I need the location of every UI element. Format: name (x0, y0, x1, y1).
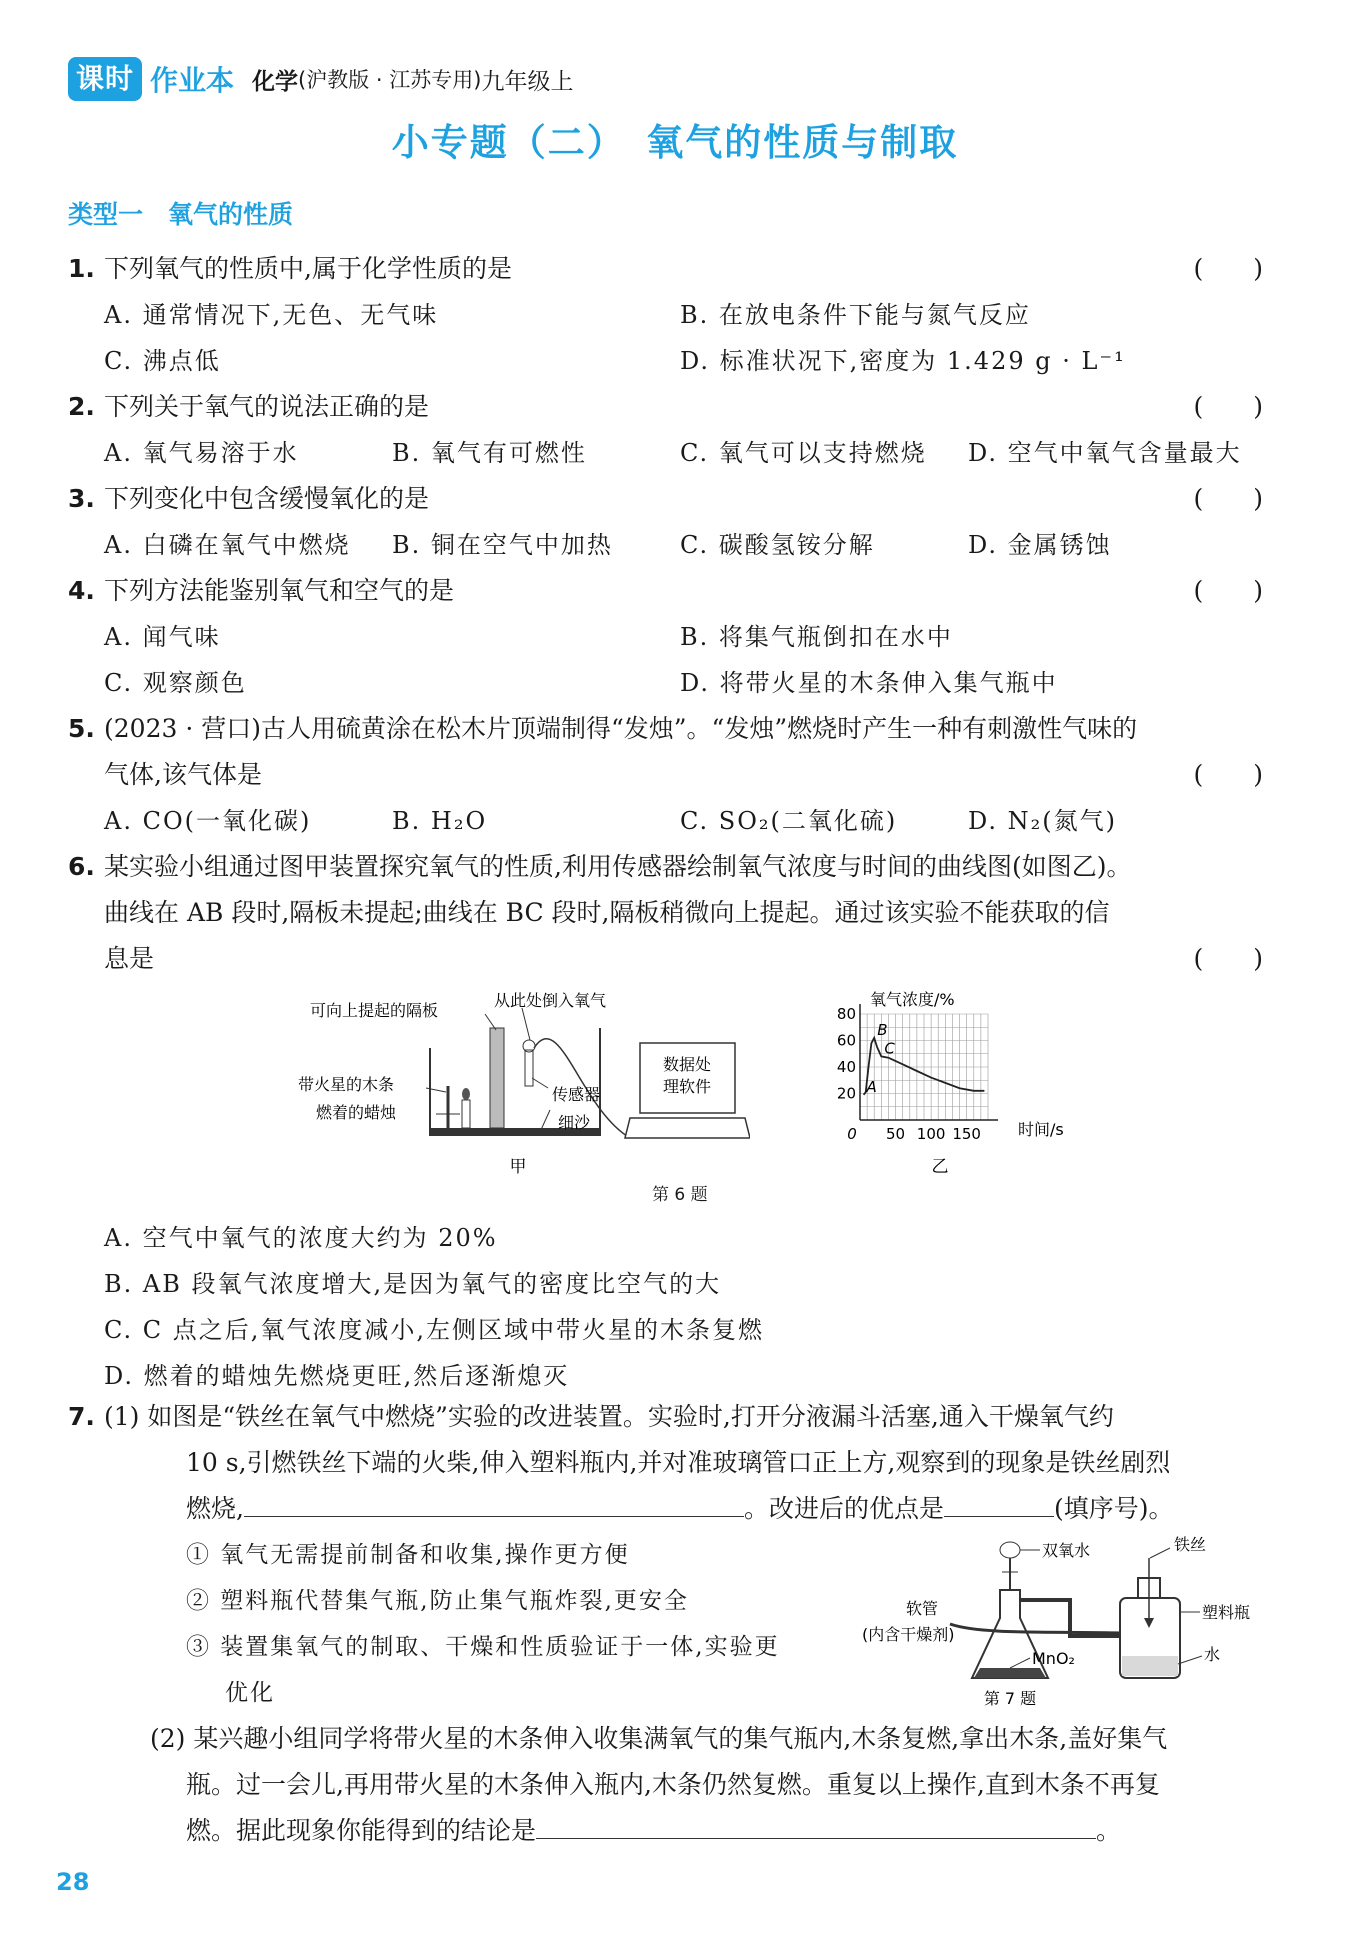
label-desiccant: (内含干燥剂) (862, 1625, 955, 1644)
edition: (沪教版 · 江苏专用) (298, 68, 482, 92)
partition-board (490, 1028, 504, 1128)
software-label-line1: 数据处 (662, 1055, 712, 1074)
option-b: B. H₂O (392, 807, 488, 835)
q7-choice-3: ③ 装置集氧气的制取、干燥和性质验证于一体,实验更 (186, 1634, 780, 1660)
option-c: C. SO₂(二氧化硫) (680, 807, 898, 835)
answer-paren[interactable]: ( ) (1193, 254, 1263, 283)
q7-choice-2: ② 塑料瓶代替集气瓶,防止集气瓶炸裂,更安全 (186, 1588, 689, 1614)
option-d: D. 金属锈蚀 (968, 531, 1112, 559)
question-4 (68, 574, 1263, 697)
candle (462, 1100, 470, 1128)
x-tick-label: 50 (886, 1125, 906, 1143)
label-sand: 细沙 (558, 1113, 591, 1132)
apparatus-figure-a (290, 988, 750, 1188)
mno2-powder (974, 1668, 1046, 1678)
point-label-b: B (877, 1020, 888, 1039)
question-6 (68, 850, 1263, 990)
q6-option-c: C. C 点之后,氧气浓度减小,左侧区域中带火星的木条复燃 (104, 1316, 765, 1344)
q6-option-d: D. 燃着的蜡烛先燃烧更旺,然后逐渐熄灭 (104, 1362, 570, 1390)
question-stem-line: (2023 · 营口)古人用硫黄涂在松木片顶端制得“发烛”。“发烛”燃烧时产生一种有刺激性气味的 (104, 714, 1138, 743)
page-header (68, 54, 573, 104)
bottle-water (1122, 1656, 1178, 1676)
option-a: A. 通常情况下,无色、无气味 (104, 301, 439, 329)
option-c: C. 沸点低 (104, 347, 221, 375)
oxygen-concentration-chart (790, 985, 1090, 1185)
option-d: D. 空气中氧气含量最大 (968, 439, 1242, 467)
q6-option-b: B. AB 段氧气浓度增大,是因为氧气的密度比空气的大 (104, 1270, 722, 1298)
x-tick-label: 100 (916, 1125, 946, 1143)
option-d: D. 标准状况下,密度为 1.429 g · L⁻¹ (680, 347, 1126, 375)
question-number: 3. (68, 484, 95, 513)
y-tick-label: 20 (836, 1084, 856, 1103)
label-plastic-bottle: 塑料瓶 (1202, 1603, 1251, 1622)
option-c: C. 观察颜色 (104, 669, 247, 697)
separatory-funnel (1000, 1542, 1020, 1558)
caption-a: 甲 (509, 1157, 527, 1177)
question-2 (68, 390, 1263, 470)
section-heading: 类型一 氧气的性质 (68, 200, 294, 229)
question-number: 5. (68, 714, 95, 743)
question-number: 2. (68, 392, 95, 421)
question-3 (68, 482, 1263, 562)
answer-blank-conclusion[interactable] (536, 1814, 1096, 1839)
x-tick-label: 150 (952, 1125, 981, 1143)
question-stem-line: 息是 (104, 944, 155, 973)
chart-ylabel: 氧气浓度/% (870, 990, 955, 1009)
q7-choice-3-cont: 优化 (225, 1680, 275, 1706)
q7-part1-line3: 燃烧, 。改进后的优点是 (填序号)。 (186, 1494, 1174, 1523)
question-stem-line: 气体,该气体是 (104, 760, 262, 789)
y-tick-label: 80 (836, 1005, 856, 1023)
grade: 九年级上 (481, 68, 574, 95)
question-stem: 下列关于氧气的说法正确的是 (104, 392, 430, 421)
q7-part2-line2: 瓶。过一会儿,再用带火星的木条伸入瓶内,木条仍然复燃。重复以上操作,直到木条不再复 (186, 1770, 1160, 1799)
chart-xlabel: 时间/s (1018, 1120, 1064, 1139)
answer-blank-phenomenon[interactable] (244, 1492, 744, 1517)
label-iron-wire: 铁丝 (1174, 1535, 1207, 1554)
option-d: D. N₂(氮气) (968, 807, 1117, 835)
figure-caption-q7: 第 7 题 (983, 1689, 1037, 1708)
sensor-probe (525, 1050, 533, 1086)
label-splint: 带火星的木条 (298, 1075, 395, 1094)
answer-paren[interactable]: ( ) (1193, 484, 1263, 513)
q7-part2-line1: (2) 某兴趣小组同学将带火星的木条伸入收集满氧气的集气瓶内,木条复燃,拿出木条,盖好集气 (150, 1724, 1168, 1753)
q7-part1-line2: 10 s,引燃铁丝下端的火柴,伸入塑料瓶内,并对准玻璃管口正上方,观察到的现象是铁丝剧烈 (186, 1448, 1171, 1477)
answer-blank-advantage[interactable] (944, 1492, 1054, 1517)
label-water: 水 (1204, 1645, 1221, 1664)
software-label-line2: 理软件 (662, 1077, 712, 1096)
option-b: B. 在放电条件下能与氮气反应 (680, 301, 1031, 329)
q7-choice-1: ① 氧气无需提前制备和收集,操作更方便 (186, 1542, 630, 1568)
label-mno2: MnO₂ (1032, 1649, 1075, 1668)
apparatus-figure-7 (860, 1528, 1280, 1713)
subject: 化学 (252, 68, 299, 95)
question-1 (68, 252, 1263, 375)
page-number: 28 (56, 1868, 90, 1896)
question-number: 1. (68, 254, 95, 283)
option-b: B. 铜在空气中加热 (392, 531, 613, 559)
option-a: A. 氧气易溶于水 (104, 439, 299, 467)
option-c: C. 氧气可以支持燃烧 (680, 439, 927, 467)
label-sensor: 传感器 (552, 1085, 601, 1104)
answer-paren[interactable]: ( ) (1193, 392, 1263, 421)
label-pour-oxygen: 从此处倒入氧气 (494, 991, 607, 1010)
y-tick-label: 60 (836, 1031, 856, 1050)
answer-paren[interactable]: ( ) (1193, 576, 1263, 605)
label-partition: 可向上提起的隔板 (310, 1001, 439, 1020)
y-tick-label: 40 (836, 1058, 856, 1076)
option-b: B. 将集气瓶倒扣在水中 (680, 623, 953, 651)
option-c: C. 碳酸氢铵分解 (680, 531, 875, 559)
question-number: 4. (68, 576, 95, 605)
question-stem: 下列氧气的性质中,属于化学性质的是 (104, 254, 512, 283)
label-soft-tube: 软管 (906, 1599, 939, 1618)
point-label-c: C (884, 1039, 895, 1058)
option-a: A. 闻气味 (104, 623, 221, 651)
q7-part1-line1: (1) 如图是“铁丝在氧气中燃烧”实验的改进装置。实验时,打开分液漏斗活塞,通入干燥氧气约 (104, 1402, 1114, 1431)
question-stem-line: 某实验小组通过图甲装置探究氧气的性质,利用传感器绘制氧气浓度与时间的曲线图(如图乙)。 (104, 852, 1132, 881)
computer-base (625, 1118, 750, 1138)
option-a: A. 白磷在氧气中燃烧 (104, 531, 351, 559)
point-label-a: A (866, 1077, 877, 1096)
option-a: A. CO(一氧化碳) (104, 807, 312, 835)
candle-flame (462, 1088, 470, 1100)
book-name: 作业本 (150, 64, 235, 97)
figure-caption-q6: 第 6 题 (652, 1185, 708, 1205)
answer-paren[interactable]: ( ) (1193, 944, 1263, 973)
page-title: 小专题（二） 氧气的性质与制取 (391, 121, 959, 164)
question-number: 7. (68, 1402, 95, 1431)
question-number: 6. (68, 852, 95, 881)
q6-option-a: A. 空气中氧气的浓度大约为 20% (104, 1224, 498, 1252)
caption-b: 乙 (931, 1157, 949, 1177)
label-h2o2: 双氧水 (1042, 1541, 1091, 1560)
label-candle: 燃着的蜡烛 (316, 1103, 397, 1122)
question-5 (68, 712, 1263, 842)
question-stem: 下列变化中包含缓慢氧化的是 (104, 484, 430, 513)
x-tick-label: 0 (847, 1125, 857, 1143)
logo: 课时 (68, 57, 142, 101)
option-b: B. 氧气有可燃性 (392, 439, 587, 467)
answer-paren[interactable]: ( ) (1193, 760, 1263, 789)
question-stem-line: 曲线在 AB 段时,隔板未提起;曲线在 BC 段时,隔板稍微向上提起。通过该实验不能获取的信 (104, 898, 1110, 927)
q7-part2-line3: 燃。据此现象你能得到的结论是 。 (186, 1816, 1122, 1845)
question-stem: 下列方法能鉴别氧气和空气的是 (104, 576, 455, 605)
option-d: D. 将带火星的木条伸入集气瓶中 (680, 669, 1058, 697)
